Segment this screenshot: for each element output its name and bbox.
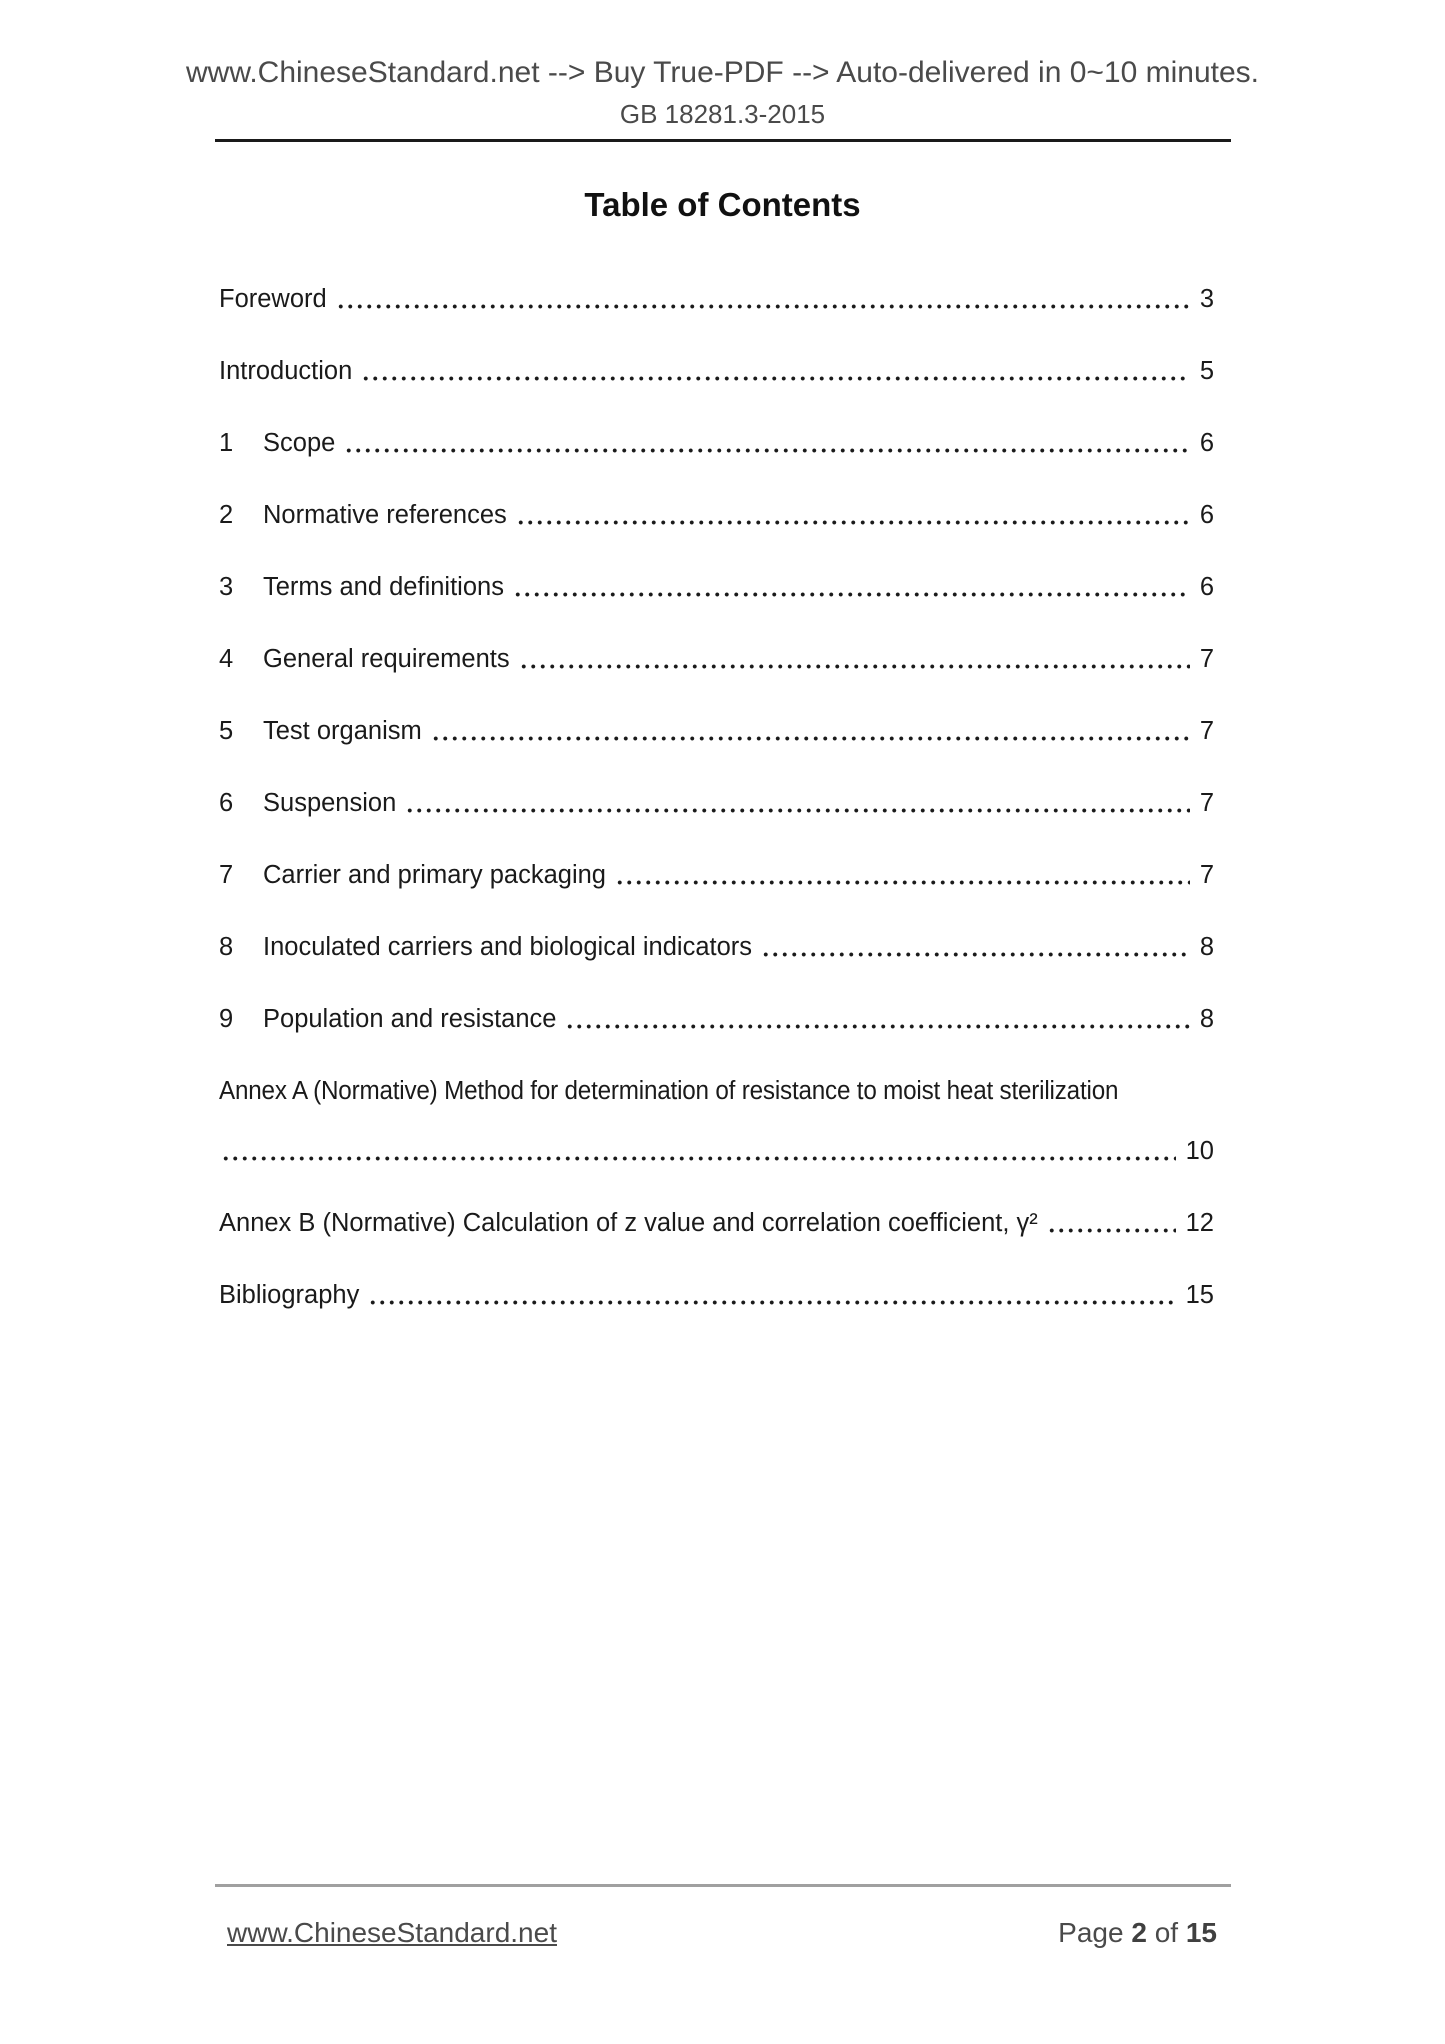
toc-entry-number: 7 (219, 861, 234, 889)
toc-entry-label: Foreword (219, 285, 327, 313)
footer-page-word: Page (1058, 1917, 1124, 1948)
toc-entry-page: 6 (1199, 573, 1214, 601)
toc-entry-page: 5 (1199, 357, 1214, 385)
toc-entry (219, 1004, 1214, 1034)
toc-entry-page: 12 (1185, 1209, 1214, 1237)
toc-entry-page: 8 (1199, 1005, 1214, 1033)
dot-leader (405, 788, 1190, 818)
page-header (0, 0, 1445, 142)
dot-leader (516, 500, 1190, 530)
footer-page-total: 15 (1185, 1917, 1217, 1948)
standard-number: GB 18281.3-2015 (619, 99, 826, 129)
dot-leader (221, 1136, 1176, 1166)
dot-leader (336, 284, 1190, 314)
toc-entry (219, 356, 1214, 386)
toc-entry-label: Terms and definitions (263, 573, 504, 601)
footer-page-current: 2 (1131, 1917, 1147, 1948)
toc-entry (219, 860, 1214, 890)
toc-entry-number: 5 (219, 717, 234, 745)
toc-entry-number: 6 (219, 789, 234, 817)
footer-page-indicator (1058, 1916, 1217, 1950)
page-title: Table of Contents (584, 186, 861, 223)
toc-entry-label: Bibliography (219, 1281, 360, 1309)
toc-entry-label: General requirements (263, 645, 510, 673)
toc-entry-page: 10 (1185, 1137, 1214, 1165)
toc-entry-page: 7 (1199, 717, 1214, 745)
toc-entry-label: Suspension (263, 789, 397, 817)
toc-entry-label: Normative references (263, 501, 507, 529)
page-footer (215, 1916, 1231, 1950)
toc-entry-label: Inoculated carriers and biological indicators (263, 933, 753, 961)
toc-entry (219, 1208, 1214, 1238)
toc-entry-page: 7 (1199, 861, 1214, 889)
table-of-contents (215, 284, 1231, 1310)
toc-entry-number: 4 (219, 645, 234, 673)
toc-entry (219, 644, 1214, 674)
toc-entry-label: Test organism (263, 717, 422, 745)
toc-entry-number: 3 (219, 573, 234, 601)
toc-entry-number: 9 (219, 1005, 234, 1033)
toc-entry-label: Carrier and primary packaging (263, 861, 606, 889)
toc-entry (219, 932, 1214, 962)
dot-leader (431, 716, 1190, 746)
toc-entry-page: 7 (1199, 645, 1214, 673)
footer-rule (215, 1884, 1231, 1887)
dot-leader (565, 1004, 1189, 1034)
dot-leader (615, 860, 1190, 890)
toc-entry-page: 6 (1199, 501, 1214, 529)
toc-entry (219, 572, 1214, 602)
toc-entry-label: Annex A (Normative) Method for determination of resistance to moist heat sterilization (219, 1077, 1119, 1105)
toc-entry (219, 716, 1214, 746)
footer-site-link[interactable]: www.ChineseStandard.net (227, 1917, 557, 1948)
toc-entry-label: Introduction (219, 357, 353, 385)
toc-entry (219, 428, 1214, 458)
toc-entry-label: Scope (263, 429, 336, 457)
dot-leader (761, 932, 1190, 962)
dot-leader (519, 644, 1190, 674)
dot-leader (361, 356, 1190, 386)
footer-of-word: of (1154, 1917, 1179, 1948)
toc-entry-annex-a-line2 (219, 1136, 1214, 1166)
toc-entry (219, 500, 1214, 530)
toc-entry-annex-a-line1 (219, 1076, 1214, 1106)
toc-entry-page: 8 (1199, 933, 1214, 961)
toc-entry-number: 2 (219, 501, 234, 529)
toc-entry-label: Annex B (Normative) Calculation of z value and correlation coefficient, γ² (219, 1209, 1038, 1237)
header-banner: www.ChineseStandard.net --> Buy True-PDF --> Auto-delivered in 0~10 minutes. (185, 56, 1260, 89)
toc-entry-number: 8 (219, 933, 234, 961)
toc-entry (219, 284, 1214, 314)
toc-entry-page: 7 (1199, 789, 1214, 817)
toc-entry-page: 3 (1199, 285, 1214, 313)
toc-entry (219, 1280, 1214, 1310)
toc-entry-page: 15 (1185, 1281, 1214, 1309)
toc-entry-label: Population and resistance (263, 1005, 557, 1033)
toc-entry-page: 6 (1199, 429, 1214, 457)
toc-entry (219, 788, 1214, 818)
dot-leader (1047, 1208, 1176, 1238)
dot-leader (344, 428, 1190, 458)
header-rule (215, 139, 1231, 142)
dot-leader (513, 572, 1190, 602)
toc-entry-number: 1 (219, 429, 234, 457)
dot-leader (368, 1280, 1175, 1310)
